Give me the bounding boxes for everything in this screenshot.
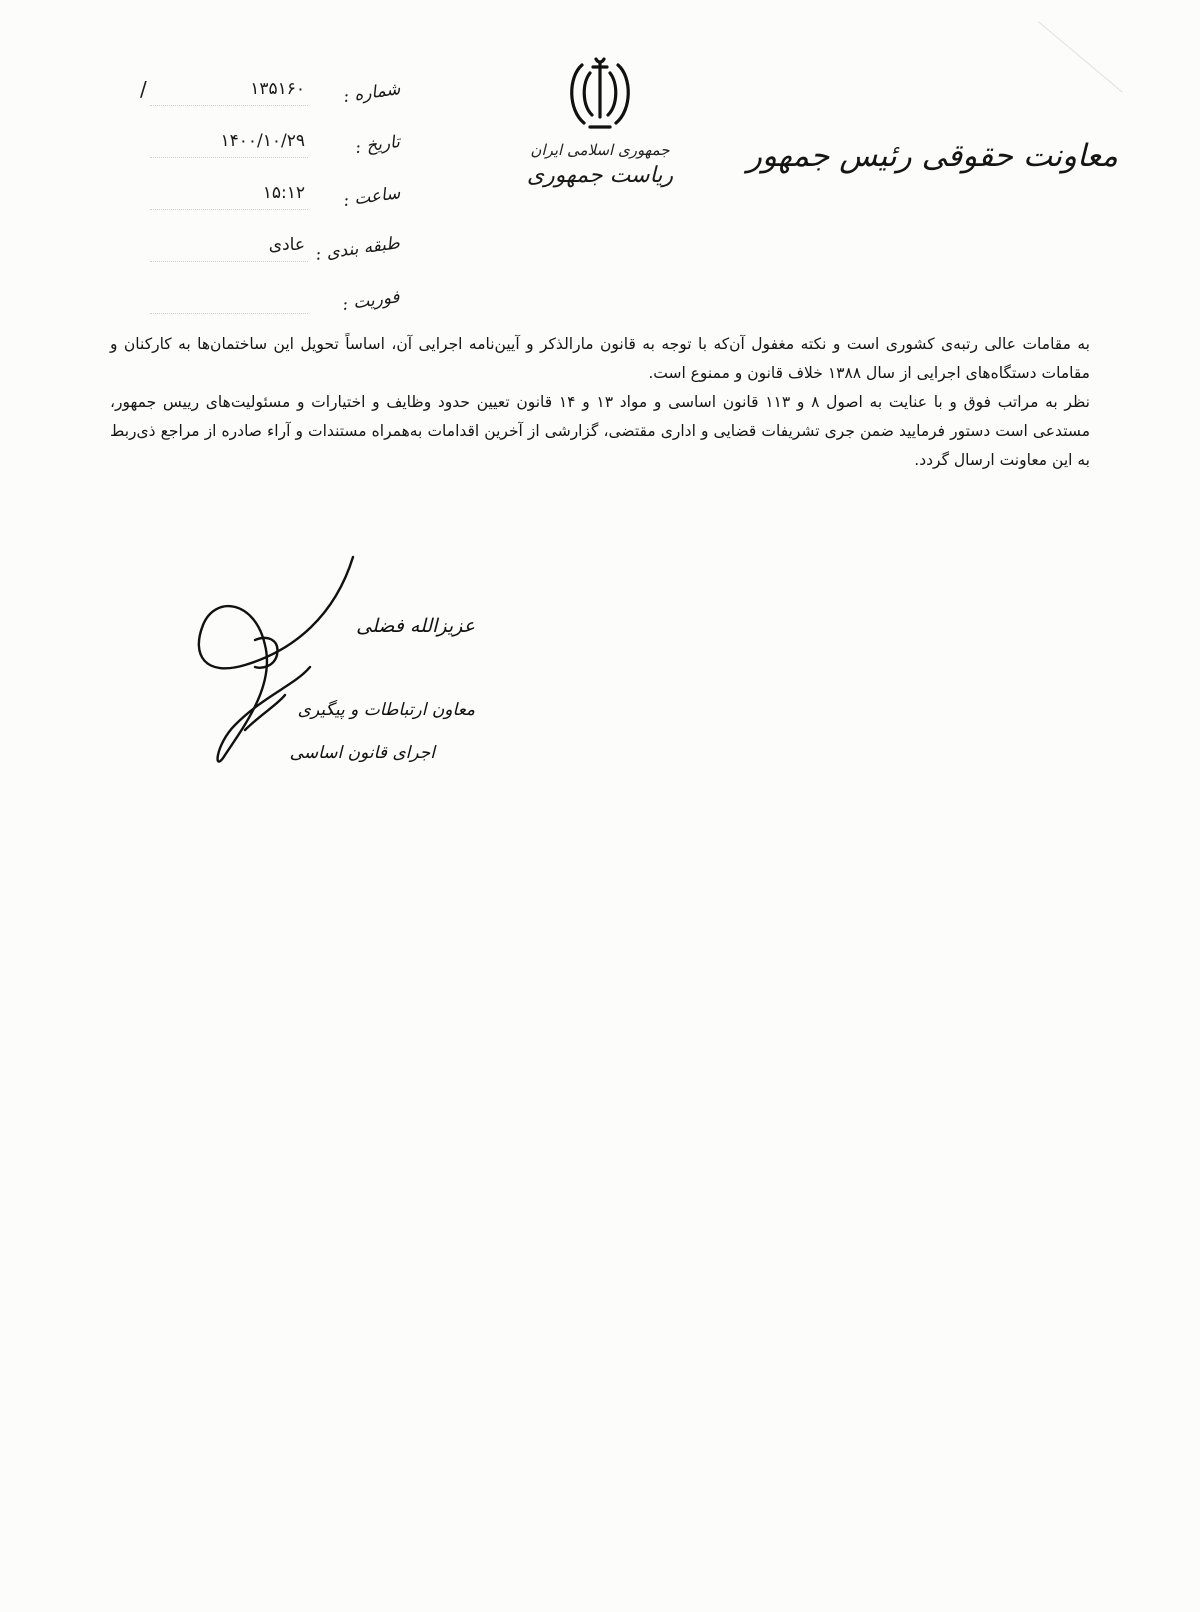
meta-row-date bbox=[130, 127, 400, 179]
meta-row-classification bbox=[130, 231, 400, 283]
body-paragraph-1: به مقامات عالی رتبه‌ی کشوری است و نکته مغفول آن‌که با توجه به قانون مارالذکر و آیین‌نامه اجرایی آن، اساساً تحویل این ساختمان‌ها به کارکنان و مقامات دستگاه‌های اجرایی از سال ۱۳۸۸ خلاف قانون و ممنوع است. bbox=[110, 335, 1090, 382]
meta-row-urgency bbox=[130, 283, 400, 335]
iran-emblem-icon bbox=[560, 55, 640, 135]
letter-meta-fields bbox=[130, 75, 400, 335]
urgency-underline bbox=[150, 313, 308, 314]
date-label: تاریخ : bbox=[353, 131, 402, 159]
emblem-block bbox=[525, 55, 675, 188]
office-name: معاونت حقوقی رئیس جمهور bbox=[747, 138, 1118, 174]
letter-body bbox=[110, 330, 1090, 475]
emblem-presidency-name: ریاست جمهوری bbox=[526, 163, 674, 188]
number-underline bbox=[150, 105, 308, 106]
classification-underline bbox=[150, 261, 308, 262]
classification-label: طبقه بندی : bbox=[314, 233, 401, 265]
classification-value: عادی bbox=[268, 235, 305, 255]
number-label: شماره : bbox=[341, 79, 402, 107]
signature-block bbox=[185, 555, 495, 805]
number-value: ۱۳۵۱۶۰ bbox=[250, 79, 305, 99]
emblem-country-name: جمهوری اسلامی ایران bbox=[530, 141, 670, 159]
paper-fold-line bbox=[1038, 0, 1200, 93]
signer-title-line-1: معاون ارتباطات و پیگیری bbox=[297, 700, 475, 720]
date-value: ۱۴۰۰/۱۰/۲۹ bbox=[220, 131, 305, 151]
signer-name: عزیزالله فضلی bbox=[356, 615, 475, 637]
meta-row-time bbox=[130, 179, 400, 231]
signer-title-line-2: اجرای قانون اساسی bbox=[289, 743, 435, 763]
number-suffix: / bbox=[140, 77, 147, 101]
date-underline bbox=[150, 157, 308, 158]
time-label: ساعت : bbox=[341, 183, 402, 211]
time-value: ۱۵:۱۲ bbox=[262, 183, 305, 203]
urgency-label: فوریت : bbox=[341, 287, 402, 315]
time-underline bbox=[150, 209, 308, 210]
meta-row-number bbox=[130, 75, 400, 127]
body-paragraph-2: نظر به مراتب فوق و با عنایت به اصول ۸ و ۱۱۳ قانون اساسی و مواد ۱۳ و ۱۴ قانون تعیین حدود وظایف و اختیارات و مسئولیت‌های رییس جمهور، مستدعی است دستور فرمایید ضمن جری تشریفات قضایی و اداری مقتضی، گزارشی از آخرین اقدامات به‌همراه مستندات و آراء صادره از مراجع ذی‌ربط به این معاونت ارسال گردد. bbox=[110, 393, 1090, 469]
